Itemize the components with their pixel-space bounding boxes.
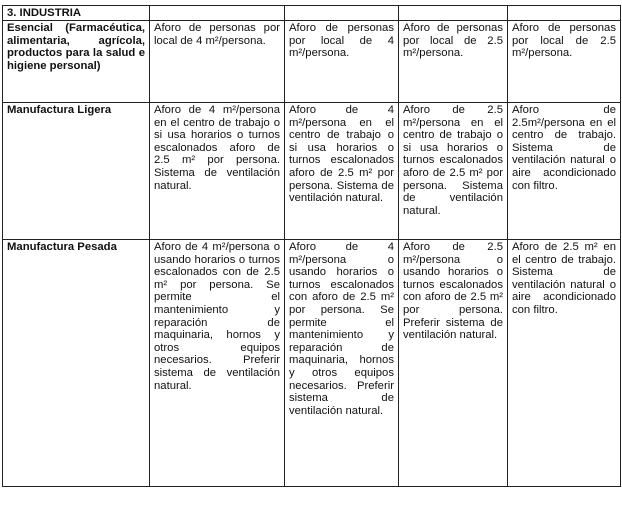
section-blank-cell (508, 6, 621, 21)
category-manufactura-pesada: Manufactura Pesada (3, 240, 150, 487)
table-cell: Aforo de 4 m²/persona o usando horarios o turnos escalonados con de 2.5 m² por persona. Se permite el mantenimiento y reparación de maquinaria, hornos y otros equipos necesarios. Preferir sistema de ventilación natural. (150, 240, 285, 487)
table-cell: Aforo de 2.5 m²/persona o usando horarios o turnos escalonados con aforo de 2.5 m² por persona. Preferir sistema de ventilación natural. (399, 240, 508, 487)
section-blank-cell (285, 6, 399, 21)
table-cell: Aforo de personas por local de 4 m²/persona. (150, 21, 285, 103)
industria-table (2, 5, 621, 487)
category-esencial: Esencial (Farmacéutica, alimentaria, agrícola, productos para la salud e higiene personal) (3, 21, 150, 103)
table-cell: Aforo de 4 m²/persona en el centro de trabajo o si usa horarios o turnos escalonados aforo de 2.5 m² por persona. Sistema de ventilación natural. (150, 103, 285, 240)
table-row (3, 103, 621, 240)
table-row (3, 21, 621, 103)
section-blank-cell (399, 6, 508, 21)
table-cell: Aforo de personas por local de 4 m²/persona. (285, 21, 399, 103)
table-cell: Aforo de 2.5 m²/persona en el centro de trabajo o si usa horarios o turnos escalonados aforo de 2.5 m² por persona. Sistema de ventilación natural. (399, 103, 508, 240)
table-cell: Aforo de personas por local de 2.5 m²/persona. (508, 21, 621, 103)
section-blank-cell (150, 6, 285, 21)
category-manufactura-ligera: Manufactura Ligera (3, 103, 150, 240)
table-cell: Aforo de 2.5m²/persona en el centro de trabajo. Sistema de ventilación natural o aire acondicionado con filtro. (508, 103, 621, 240)
table-cell: Aforo de 2.5 m² en el centro de trabajo. Sistema de ventilación natural o aire acondicionado con filtro. (508, 240, 621, 487)
section-header-row (3, 6, 621, 21)
table-cell: Aforo de personas por local de 2.5 m²/persona. (399, 21, 508, 103)
section-title: 3. INDUSTRIA (3, 6, 150, 21)
table-cell: Aforo de 4 m²/persona en el centro de trabajo o si usa horarios o turnos escalonados aforo de 2.5 m² por persona. Sistema de ventilación natural. (285, 103, 399, 240)
table-row (3, 240, 621, 487)
table-cell: Aforo de 4 m²/persona o usando horarios o turnos escalonados con aforo de 2.5 m² por persona. Se permite el mantenimiento y reparación de maquinaria, hornos y otros equipos necesarios. Preferir sistema de ventilación natural. (285, 240, 399, 487)
